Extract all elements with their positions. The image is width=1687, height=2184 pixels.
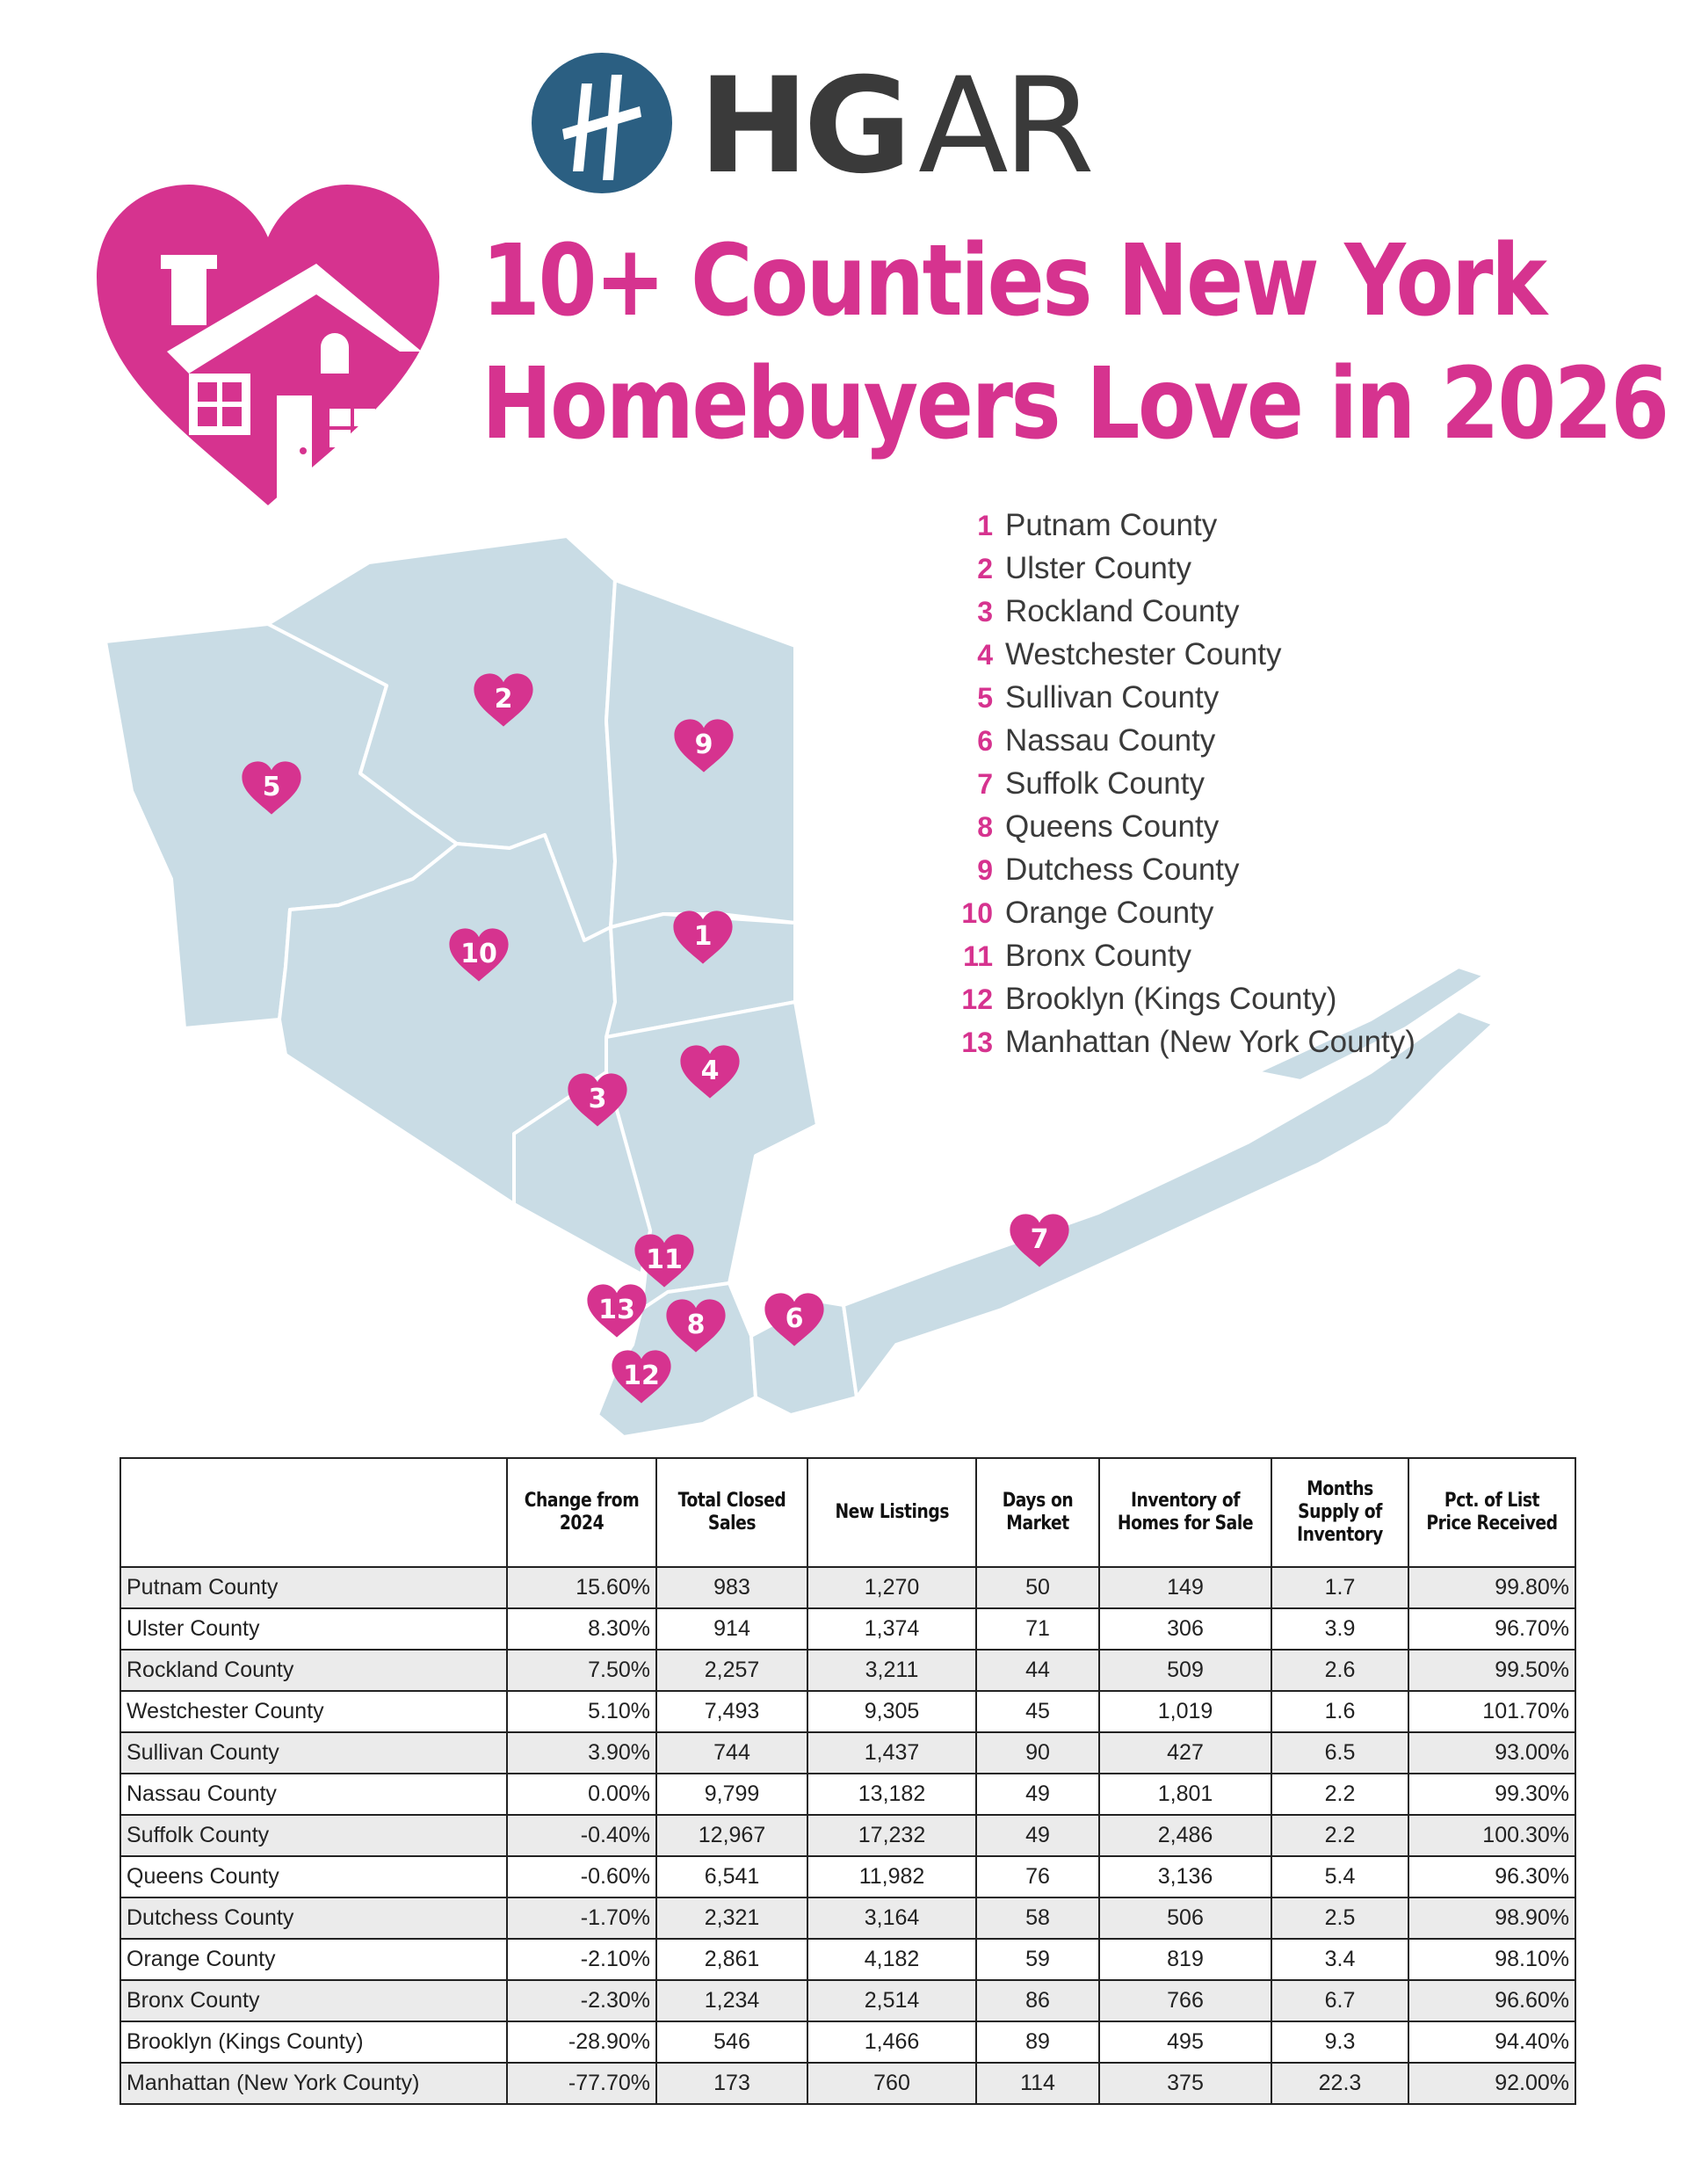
legend-number: 3 [977,596,993,628]
cell-value: 1,466 [807,2021,976,2063]
cell-value: 2,514 [807,1980,976,2021]
cell-value: 2.2 [1271,1774,1408,1815]
cell-value: -77.70% [507,2063,656,2104]
marker-7-label: 7 [1030,1224,1049,1255]
cell-value: 1,374 [807,1608,976,1650]
table-row [120,1980,1575,2021]
cell-value: 1,234 [656,1980,807,2021]
cell-value: 59 [976,1939,1099,1980]
cell-value: 9.3 [1271,2021,1408,2063]
cell-value: 427 [1099,1732,1271,1774]
table-row [120,1897,1575,1939]
cell-value: 92.00% [1408,2063,1575,2104]
cell-value: 306 [1099,1608,1271,1650]
cell-value: 2,257 [656,1650,807,1691]
legend-number: 9 [977,854,993,886]
legend-item [940,723,1502,766]
cell-value: 5.10% [507,1691,656,1732]
cell-value: 96.70% [1408,1608,1575,1650]
cell-value: 12,967 [656,1815,807,1856]
cell-value: 5.4 [1271,1856,1408,1897]
legend-number: 6 [977,725,993,757]
cell-value: 7,493 [656,1691,807,1732]
cell-value: 99.50% [1408,1650,1575,1691]
cell-value: 93.00% [1408,1732,1575,1774]
cell-value: 99.30% [1408,1774,1575,1815]
cell-value: 1.6 [1271,1691,1408,1732]
legend-item [940,766,1502,809]
cell-value: 94.40% [1408,2021,1575,2063]
legend-item [940,551,1502,594]
cell-value: 99.80% [1408,1567,1575,1608]
cell-value: 3.90% [507,1732,656,1774]
cell-value: -2.30% [507,1980,656,2021]
cell-county: Westchester County [120,1691,507,1732]
county-stats-table [119,1457,1575,2105]
cell-value: 3,164 [807,1897,976,1939]
cell-value: 983 [656,1567,807,1608]
hgar-logo [527,48,1107,198]
table-row [120,1815,1575,1856]
legend-item [940,896,1502,939]
heart-house-icon [83,171,453,523]
cell-county: Rockland County [120,1650,507,1691]
cell-value: 2.5 [1271,1897,1408,1939]
cell-value: 4,182 [807,1939,976,1980]
cell-value: 22.3 [1271,2063,1408,2104]
cell-value: 101.70% [1408,1691,1575,1732]
legend-item [940,594,1502,637]
legend-label: Dutchess County [1005,853,1240,887]
cell-value: 3.4 [1271,1939,1408,1980]
cell-value: 3,136 [1099,1856,1271,1897]
marker-9-label: 9 [694,729,713,760]
cell-county: Queens County [120,1856,507,1897]
marker-1-label: 1 [693,921,713,952]
legend-number: 2 [977,553,993,584]
cell-value: 1.7 [1271,1567,1408,1608]
cell-value: 58 [976,1897,1099,1939]
legend-number: 12 [961,983,993,1015]
legend-label: Westchester County [1005,637,1282,671]
table-header-row [120,1458,1575,1567]
cell-value: 98.90% [1408,1897,1575,1939]
cell-county: Bronx County [120,1980,507,2021]
header-county [120,1458,507,1567]
legend-label: Suffolk County [1005,766,1205,801]
legend-number: 5 [977,682,993,714]
cell-value: -2.10% [507,1939,656,1980]
title-line-1: 10+ Counties New York [481,224,1546,338]
page-title [481,220,1668,466]
cell-value: 506 [1099,1897,1271,1939]
cell-value: 90 [976,1732,1099,1774]
header-change: Change from 2024 [507,1458,656,1567]
legend-label: Nassau County [1005,723,1216,758]
cell-value: 546 [656,2021,807,2063]
cell-county: Brooklyn (Kings County) [120,2021,507,2063]
cell-value: 6,541 [656,1856,807,1897]
header-days-on-market: Days on Market [976,1458,1099,1567]
legend-label: Putnam County [1005,508,1218,542]
cell-value: 3.9 [1271,1608,1408,1650]
marker-2-label: 2 [494,684,513,715]
marker-8-label: 8 [686,1310,706,1340]
cell-county: Manhattan (New York County) [120,2063,507,2104]
legend-label: Sullivan County [1005,680,1220,715]
cell-value: 9,799 [656,1774,807,1815]
marker-5-label: 5 [262,772,281,802]
legend-number: 4 [977,639,993,671]
header-months-supply: Months Supply of Inventory [1271,1458,1408,1567]
cell-county: Suffolk County [120,1815,507,1856]
table-row [120,2021,1575,2063]
cell-value: 914 [656,1608,807,1650]
cell-value: 49 [976,1815,1099,1856]
legend-item [940,809,1502,853]
legend-item [940,508,1502,551]
legend-item [940,853,1502,896]
header-inventory: Inventory of Homes for Sale [1099,1458,1271,1567]
cell-value: 15.60% [507,1567,656,1608]
cell-value: 760 [807,2063,976,2104]
cell-value: 2.6 [1271,1650,1408,1691]
cell-value: 1,437 [807,1732,976,1774]
cell-value: 49 [976,1774,1099,1815]
cell-value: 11,982 [807,1856,976,1897]
cell-value: 100.30% [1408,1815,1575,1856]
cell-value: 2,486 [1099,1815,1271,1856]
logo-text-ar: AR [918,50,1090,198]
cell-value: -0.60% [507,1856,656,1897]
cell-value: 98.10% [1408,1939,1575,1980]
cell-county: Putnam County [120,1567,507,1608]
cell-value: 114 [976,2063,1099,2104]
marker-11-label: 11 [646,1244,683,1275]
table-row [120,1774,1575,1815]
cell-value: 1,019 [1099,1691,1271,1732]
legend-item [940,680,1502,723]
legend-number: 8 [977,811,993,843]
header-closed-sales: Total Closed Sales [656,1458,807,1567]
cell-value: 2.2 [1271,1815,1408,1856]
cell-value: 173 [656,2063,807,2104]
cell-value: 6.5 [1271,1732,1408,1774]
table-row [120,1691,1575,1732]
table-row [120,1650,1575,1691]
cell-value: 89 [976,2021,1099,2063]
cell-value: -0.40% [507,1815,656,1856]
cell-value: 509 [1099,1650,1271,1691]
marker-12-label: 12 [623,1360,660,1391]
cell-value: 96.60% [1408,1980,1575,2021]
marker-10-label: 10 [460,939,497,969]
cell-value: 96.30% [1408,1856,1575,1897]
cell-value: 495 [1099,2021,1271,2063]
legend-label: Manhattan (New York County) [1005,1025,1415,1059]
cell-value: 2,861 [656,1939,807,1980]
cell-county: Nassau County [120,1774,507,1815]
marker-3-label: 3 [588,1084,607,1114]
cell-value: 44 [976,1650,1099,1691]
cell-value: 149 [1099,1567,1271,1608]
cell-county: Ulster County [120,1608,507,1650]
cell-county: Dutchess County [120,1897,507,1939]
cell-value: 9,305 [807,1691,976,1732]
cell-value: 744 [656,1732,807,1774]
cell-value: -1.70% [507,1897,656,1939]
region-suffolk [844,1011,1494,1397]
cell-value: 1,801 [1099,1774,1271,1815]
cell-value: 819 [1099,1939,1271,1980]
legend-number: 1 [977,510,993,541]
legend-item [940,1025,1502,1068]
cell-value: 1,270 [807,1567,976,1608]
cell-value: 8.30% [507,1608,656,1650]
cell-county: Sullivan County [120,1732,507,1774]
logo-text-hg: HG [699,50,907,198]
table-row [120,1856,1575,1897]
cell-value: 71 [976,1608,1099,1650]
cell-value: 2,321 [656,1897,807,1939]
cell-value: 13,182 [807,1774,976,1815]
legend-item [940,982,1502,1025]
cell-value: 3,211 [807,1650,976,1691]
table-row [120,1939,1575,1980]
legend-number: 10 [961,897,993,929]
cell-value: 766 [1099,1980,1271,2021]
cell-value: -28.90% [507,2021,656,2063]
marker-4-label: 4 [700,1056,720,1086]
legend-item [940,939,1502,982]
cell-value: 76 [976,1856,1099,1897]
table-row [120,1608,1575,1650]
legend-label: Ulster County [1005,551,1192,585]
header-pct-list-price: Pct. of List Price Received [1408,1458,1575,1567]
table-row [120,2063,1575,2104]
cell-value: 7.50% [507,1650,656,1691]
marker-13-label: 13 [598,1295,635,1325]
header-new-listings: New Listings [807,1458,976,1567]
cell-value: 6.7 [1271,1980,1408,2021]
legend-label: Queens County [1005,809,1220,844]
cell-value: 17,232 [807,1815,976,1856]
legend-number: 11 [963,940,993,972]
cell-value: 50 [976,1567,1099,1608]
legend-number: 7 [977,768,993,800]
legend-label: Orange County [1005,896,1214,930]
legend-item [940,637,1502,680]
cell-value: 45 [976,1691,1099,1732]
table-row [120,1567,1575,1608]
legend-label: Rockland County [1005,594,1240,628]
table-row [120,1732,1575,1774]
legend-label: Brooklyn (Kings County) [1005,982,1337,1016]
title-line-2: Homebuyers Love in 2026 [481,347,1668,461]
cell-county: Orange County [120,1939,507,1980]
cell-value: 0.00% [507,1774,656,1815]
cell-value: 375 [1099,2063,1271,2104]
county-legend [940,508,1502,1068]
marker-6-label: 6 [785,1303,804,1334]
legend-number: 13 [961,1027,993,1058]
cell-value: 86 [976,1980,1099,2021]
legend-label: Bronx County [1005,939,1192,973]
